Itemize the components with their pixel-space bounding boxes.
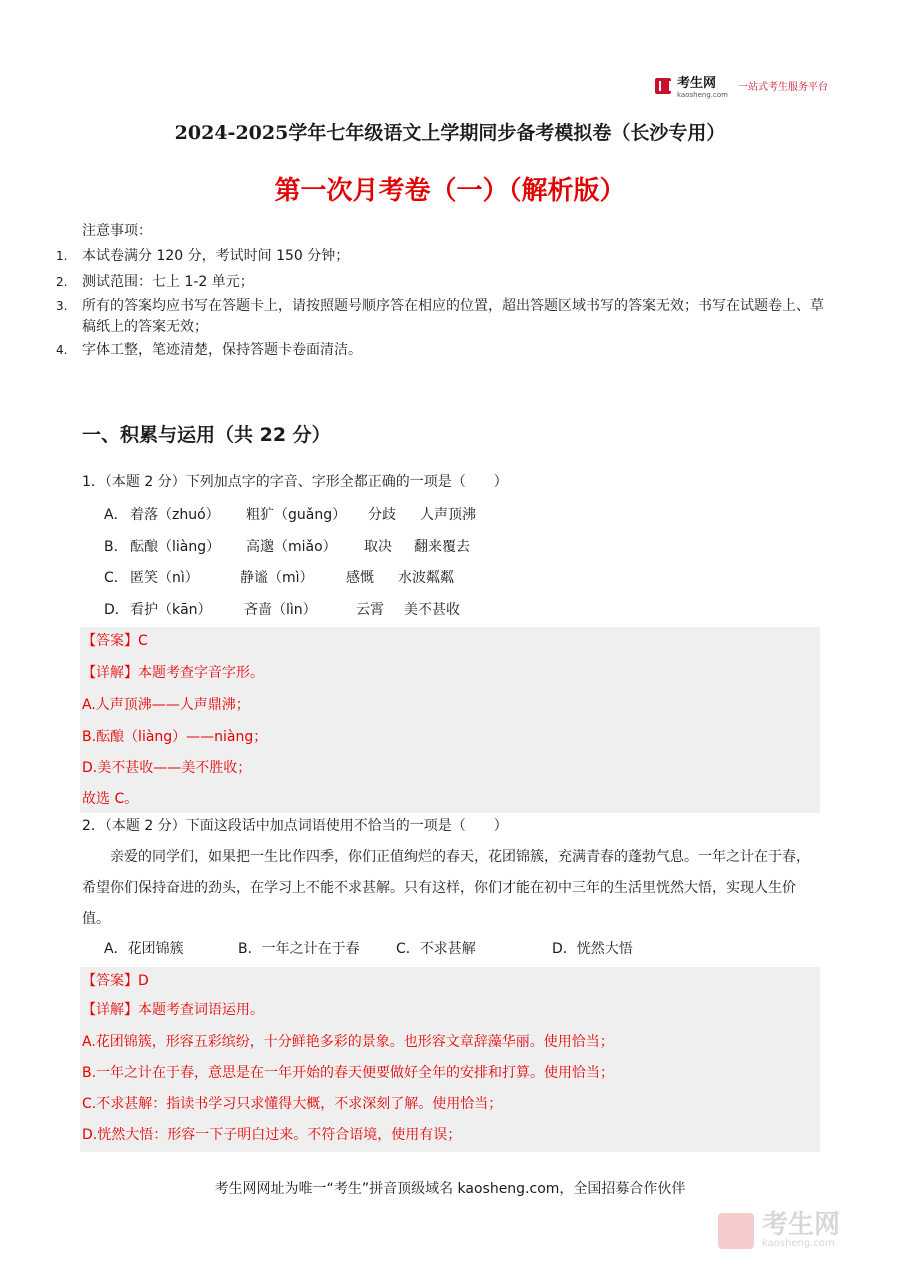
analysis-line: A.花团锦簇，形容五彩缤纷，十分鲜艳多彩的景象。也形容文章辞藻华丽。使用恰当； <box>82 1034 614 1050</box>
q2-option-a[interactable]: A．花团锦簇 <box>104 941 184 957</box>
analysis-line: B.酝酿（liàng）——niàng； <box>82 729 268 745</box>
option-term: 静谧（mì） <box>240 570 314 586</box>
option-term: 翻来覆去 <box>414 539 470 555</box>
watermark-logo <box>718 1212 840 1250</box>
analysis-line: 【详解】本题考查词语运用。 <box>82 1002 264 1018</box>
option-term: 吝啬（lìn） <box>244 602 317 618</box>
option-term: 酝酿（liàng） <box>130 539 221 555</box>
answer-label: 【答案】D <box>82 973 149 989</box>
note-item <box>56 272 826 293</box>
option-term: 取决 <box>364 539 392 555</box>
document-subtitle: 第一次月考卷（一）（解析版） <box>274 176 626 206</box>
option-term: 高邈（miǎo） <box>246 539 337 555</box>
option-term: 云霄 <box>356 602 384 618</box>
analysis-line: D.美不甚收——美不胜收； <box>82 760 252 776</box>
watermark-icon <box>718 1213 754 1249</box>
option-term: 美不甚收 <box>404 602 460 618</box>
option-term: 水波粼粼 <box>398 570 454 586</box>
site-logo[interactable] <box>655 72 828 99</box>
analysis-line: B.一年之计在于春，意思是在一年开始的春天便要做好全年的安排和打算。使用恰当； <box>82 1065 615 1081</box>
option-label: B． <box>104 539 128 555</box>
option-term: 看护（kān） <box>130 602 212 618</box>
section-heading: 一、积累与运用（共 22 分） <box>82 424 331 446</box>
question-2-passage: 亲爱的同学们，如果把一生比作四季，你们正值绚烂的春天，花团锦簇，充满青春的蓬勃气息。一年之计在于春，希望你们保持奋进的劲头，在学习上不能不求甚解。只有这样，你们才能在初中三年的生活里恍然大悟，实现人生价值。 <box>82 849 810 927</box>
option-label: C． <box>104 570 128 586</box>
answer-label: 【答案】C <box>82 633 148 649</box>
option-label: A． <box>104 507 128 523</box>
note-number: 3. <box>56 299 68 313</box>
note-number: 1. <box>56 249 68 263</box>
analysis-line: A.人声顶沸——人声鼎沸； <box>82 697 250 713</box>
analysis-line: 故选 C。 <box>82 791 139 807</box>
question-1-stem: 1．（本题 2 分）下列加点字的字音、字形全都正确的一项是（ ） <box>82 474 508 490</box>
q2-option-c[interactable]: C．不求甚解 <box>396 941 476 957</box>
note-text: 本试卷满分 120 分，考试时间 150 分钟； <box>82 248 350 264</box>
q2-option-b[interactable]: B．一年之计在于春 <box>238 941 360 957</box>
note-text: 所有的答案均应书写在答题卡上，请按照题号顺序答在相应的位置，超出答题区域书写的答案无效；书写在试题卷上、草稿纸上的答案无效； <box>82 298 824 335</box>
option-term: 匿笑（nì） <box>130 570 199 586</box>
logo-name: 考生网 <box>677 76 717 91</box>
watermark-text: 考生网 <box>762 1210 841 1240</box>
page-footer[interactable]: 考生网网址为唯一“考生”拼音顶级域名 kaosheng.com，全国招募合作伙伴 <box>214 1181 686 1197</box>
logo-icon <box>655 78 671 94</box>
question-2-stem: 2．（本题 2 分）下面这段话中加点词语使用不恰当的一项是（ ） <box>82 818 508 834</box>
option-term: 人声顶沸 <box>420 507 476 523</box>
note-item <box>56 296 826 338</box>
note-item <box>56 340 826 361</box>
note-number: 2. <box>56 275 68 289</box>
note-number: 4. <box>56 343 68 357</box>
option-term: 感慨 <box>346 570 374 586</box>
logo-domain: kaosheng.com <box>677 91 728 99</box>
q1-answer-box <box>80 627 820 813</box>
q2-answer-box <box>80 967 820 1152</box>
option-label: D． <box>104 602 129 618</box>
document-title: 2024-2025学年七年级语文上学期同步备考模拟卷（长沙专用） <box>174 122 726 144</box>
note-item <box>56 246 826 267</box>
option-term: 着落（zhuó） <box>130 507 220 523</box>
note-text: 字体工整，笔迹清楚，保持答题卡卷面清洁。 <box>82 342 362 358</box>
option-term: 分歧 <box>368 507 396 523</box>
notes-heading: 注意事项： <box>82 223 152 239</box>
note-text: 测试范围：七上 1-2 单元； <box>82 274 254 290</box>
option-term: 粗犷（guǎng） <box>246 507 347 523</box>
logo-slogan: 一站式考生服务平台 <box>737 82 828 93</box>
analysis-line: C.不求甚解：指读书学习只求懂得大概，不求深刻了解。使用恰当； <box>82 1096 503 1112</box>
logo-wordmark <box>677 72 728 99</box>
watermark-domain: kaosheng.com <box>762 1238 835 1249</box>
analysis-line: 【详解】本题考查字音字形。 <box>82 665 264 681</box>
analysis-line: D.恍然大悟：形容一下子明白过来。不符合语境，使用有误； <box>82 1127 462 1143</box>
q2-option-d[interactable]: D．恍然大悟 <box>552 941 633 957</box>
